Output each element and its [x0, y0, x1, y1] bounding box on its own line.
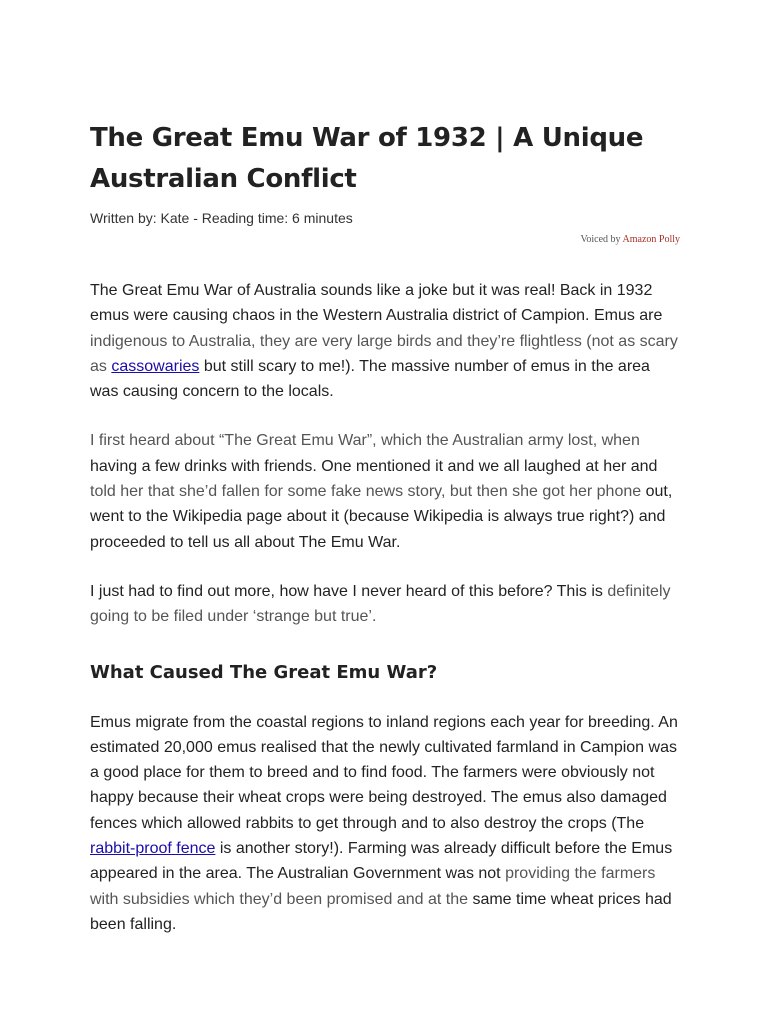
paragraph-find-out-more [90, 579, 680, 630]
paragraph-causes-part-b: is another story!). Farming was already difficult before the Emus appeared in the area. The Australian Government was not [90, 840, 673, 883]
paragraph-causes-part-c: providing the farmers with subsidies which they’d been promised and at the [90, 865, 656, 908]
paragraph-causes-part-d: same time wheat prices had been falling. [90, 890, 672, 933]
cassowaries-link[interactable]: cassowaries [111, 357, 200, 375]
voiced-by [90, 234, 680, 245]
paragraph-causes-part-a: Emus migrate from the coastal regions to inland regions each year for breeding. An estimated 20,000 emus realised that the newly cultivated farmland in Campion was a good place for them to breed and to find food. The farmers were obviously not happy because their wheat crops were being destroyed. The emus also damaged fences which allowed rabbits to get through and to also destroy the crops (The [90, 713, 678, 832]
paragraph-intro-part-a: The Great Emu War of Australia sounds like a joke but it was real! Back in 1932 emus were causing chaos in the Western Australia district of Campion. Emus are [90, 282, 663, 325]
amazon-polly-link[interactable]: Amazon Polly [622, 234, 680, 245]
paragraph-intro [90, 278, 680, 404]
paragraph-causes [90, 710, 680, 938]
paragraph-intro-part-b: indigenous to Australia, they are very large birds and they’re flightless (not as scary as [90, 332, 678, 375]
article [90, 118, 680, 937]
rabbit-proof-fence-link[interactable]: rabbit-proof fence [90, 840, 216, 858]
paragraph-find-out-more-line-1: I just had to find out more, how have I never heard of this before? This is [90, 582, 603, 600]
paragraph-first-heard-line-1: I first heard about “The Great Emu War”, which the Australian army lost, when [90, 432, 640, 450]
paragraph-first-heard [90, 428, 680, 554]
paragraph-intro-part-c: but still scary to me!). The massive number of emus in the area was causing concern to the locals. [90, 357, 650, 401]
paragraph-first-heard-line-4: out, went to the Wikipedia page about it (because Wikipedia is always true right?) and proceeded to tell us all about The Emu War. [90, 483, 673, 551]
section-heading-causes: What Caused The Great Emu War? [90, 661, 438, 683]
voiced-by-label: Voiced by [580, 234, 621, 245]
article-title: The Great Emu War of 1932 | A Unique Australian Conflict [90, 123, 644, 194]
byline: Written by: Kate - Reading time: 6 minutes [90, 210, 353, 226]
paragraph-first-heard-line-3: told her that she’d fallen for some fake news story, but then she got her phone [90, 483, 642, 501]
paragraph-find-out-more-line-2: definitely going to be filed under ‘strange but true’. [90, 582, 671, 626]
paragraph-first-heard-line-2: having a few drinks with friends. One mentioned it and we all laughed at her and [90, 457, 658, 475]
